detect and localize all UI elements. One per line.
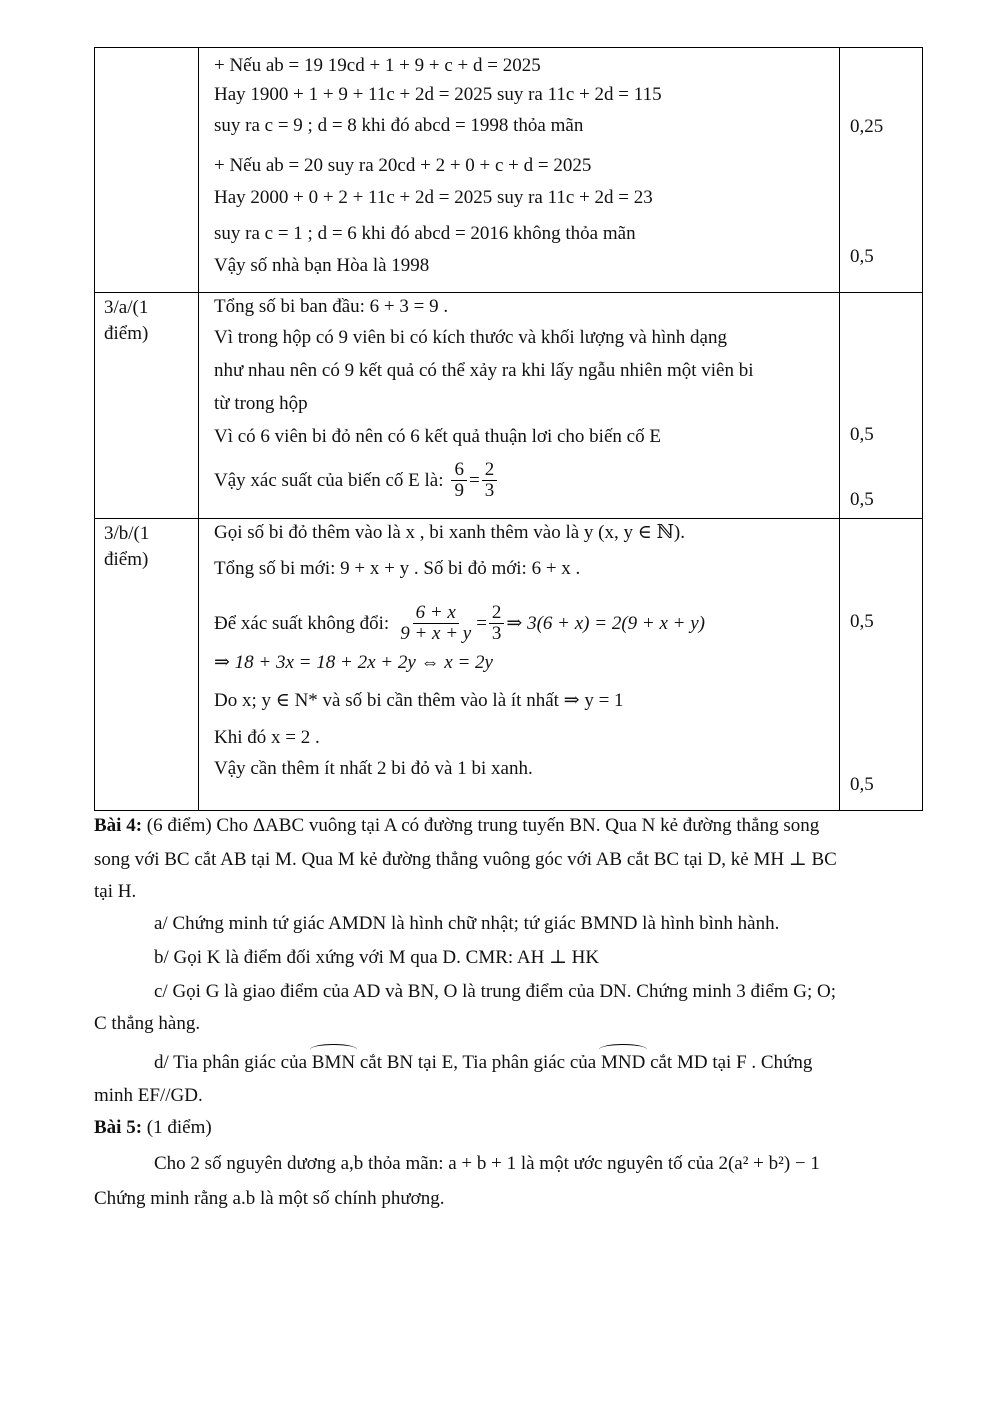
solution-line: + Nếu ab = 19 19cd + 1 + 9 + c + d = 2025 [214,55,541,76]
solution-line: Vậy cần thêm ít nhất 2 bi đỏ và 1 bi xanh. [214,758,533,779]
row-label: điểm) [104,323,149,344]
solution-cell [199,48,840,293]
table-row [95,519,923,811]
solution-line: suy ra c = 1 ; d = 6 khi đó abcd = 2016 không thỏa mãn [214,223,636,244]
solution-cell [199,519,840,811]
probability-label: Vậy xác suất của biến cố E là: [214,469,444,491]
solution-line: như nhau nên có 9 kết quả có thể xảy ra khi lấy ngẫu nhiên một viên bi [214,360,754,381]
bai4-intro: (6 điểm) Cho ΔABC vuông tại A có đường trung tuyến BN. Qua N kẻ đường thẳng song [142,815,820,836]
fraction [397,603,474,644]
bai5-title [94,1114,939,1142]
row-label: 3/b/(1 [104,523,150,544]
solution-line: từ trong hộp [214,393,308,414]
bai4-part-c-cont: C thẳng hàng. [94,1013,201,1034]
score-value: 0,5 [850,424,874,445]
fraction-numerator: 6 [451,460,467,481]
angle-bmn: BMN [312,1044,355,1077]
fraction [451,460,467,501]
bai4-part-d-text: d/ Tia phân giác của [154,1052,312,1073]
solution-line: suy ra c = 9 ; d = 8 khi đó abcd = 1998 thỏa mãn [214,115,584,136]
score-cell [840,519,923,811]
fraction-denominator: 3 [491,622,502,644]
bai4-part-b: b/ Gọi K là điểm đối xứng với M qua D. CMR: AH ⊥ HK [154,947,600,968]
solution-line: Vì trong hộp có 9 viên bi có kích thước và khối lượng và hình dạng [214,327,727,348]
table-row [95,48,923,293]
bai4-heading: Bài 4: [94,815,143,836]
row-label-cell [95,293,199,519]
row-label-cell [95,519,199,811]
solution-line: Hay 1900 + 1 + 9 + 11c + 2d = 2025 suy ra 11c + 2d = 115 [214,84,662,105]
bai4-part-d [94,1044,992,1077]
score-cell [840,48,923,293]
bai4-part-c: c/ Gọi G là giao điểm của AD và BN, O là trung điểm của DN. Chứng minh 3 điểm G; O; [154,981,837,1002]
fraction-denominator: 9 [454,479,464,501]
solution-line: Tổng số bi mới: 9 + x + y . Số bi đỏ mới: 6 + x . [214,558,581,579]
solution-cell [199,293,840,519]
fraction [482,460,498,501]
fraction-numerator: 6 + x [413,603,459,624]
solution-line: Hay 2000 + 0 + 2 + 11c + 2d = 2025 suy ra 11c + 2d = 23 [214,187,653,208]
bai5-points: (1 điểm) [142,1117,212,1138]
bai5-line: Chứng minh rằng a.b là một số chính phương. [94,1188,445,1209]
bai4-part-d-cont: minh EF//GD. [94,1085,203,1106]
score-value: 0,25 [850,116,884,137]
bai5-line: Cho 2 số nguyên dương a,b thỏa mãn: a + b + 1 là một ước nguyên tố của 2(a² + b²) − 1 [154,1153,820,1174]
fraction-denominator: 3 [484,479,495,501]
score-value: 0,5 [850,489,874,510]
probability-line: Vậy xác suất của biến cố E là: $\frac{6}{9}$ = $\frac{2}{3}$ [199,458,839,502]
bai4-line: song với BC cắt AB tại M. Qua M kẻ đường thẳng vuông góc với AB cắt BC tại D, kẻ MH ⊥ BC [94,849,837,870]
solution-line: Tổng số bi ban đầu: 6 + 3 = 9 . [214,296,449,317]
fraction-denominator: 9 + x + y [400,622,472,644]
angle-mnd: MND [601,1044,645,1077]
row-label-cell [95,48,199,293]
fraction [489,603,505,644]
score-cell [840,293,923,519]
bai5-heading: Bài 5: [94,1117,143,1138]
bai4-line [94,812,939,840]
solution-line: + Nếu ab = 20 suy ra 20cd + 2 + 0 + c + d = 2025 [214,155,592,176]
score-value: 0,5 [850,246,874,267]
fraction-numerator: 2 [482,460,498,481]
solution-line: Khi đó x = 2 . [214,727,320,748]
bai4-part-d-text: cắt MD tại F . Chứng [645,1052,813,1073]
solution-line: Vì có 6 viên bi đỏ nên có 6 kết quả thuận lơi cho biến cố E [214,426,661,447]
table-row [95,293,923,519]
score-value: 0,5 [850,774,874,795]
solution-line: Do x; y ∈ N* và số bi cần thêm vào là ít nhất ⇒ y = 1 [214,690,624,711]
solution-line: ⇒ 18 + 3x = 18 + 2x + 2y ⇔ x = 2y [214,652,493,673]
equation-label: Để xác suất không đổi: [214,612,390,634]
solution-line: Gọi số bi đỏ thêm vào là x , bi xanh thêm vào là y (x, y ∈ ℕ). [214,522,685,543]
equation-rest: ⇒ 3(6 + x) = 2(9 + x + y) [506,612,705,634]
solution-line: Vậy số nhà bạn Hòa là 1998 [214,255,430,276]
bai4-line: tại H. [94,881,137,902]
row-label: 3/a/(1 [104,297,149,318]
score-value: 0,5 [850,611,874,632]
bai4-part-d-text: cắt BN tại E, Tia phân giác của [355,1052,601,1073]
equation-line: Để xác suất không đổi: $\frac{6 + x}{9 + x + y}$ = $\frac{2}{3}$ ⇒ 3(6 + x) = 2(9 + x + y) [214,601,705,644]
row-label: điểm) [104,549,149,570]
bai4-part-a: a/ Chứng minh tứ giác AMDN là hình chữ nhật; tứ giác BMND là hình bình hành. [154,913,780,934]
fraction-numerator: 2 [489,603,505,624]
solution-table [94,47,923,811]
